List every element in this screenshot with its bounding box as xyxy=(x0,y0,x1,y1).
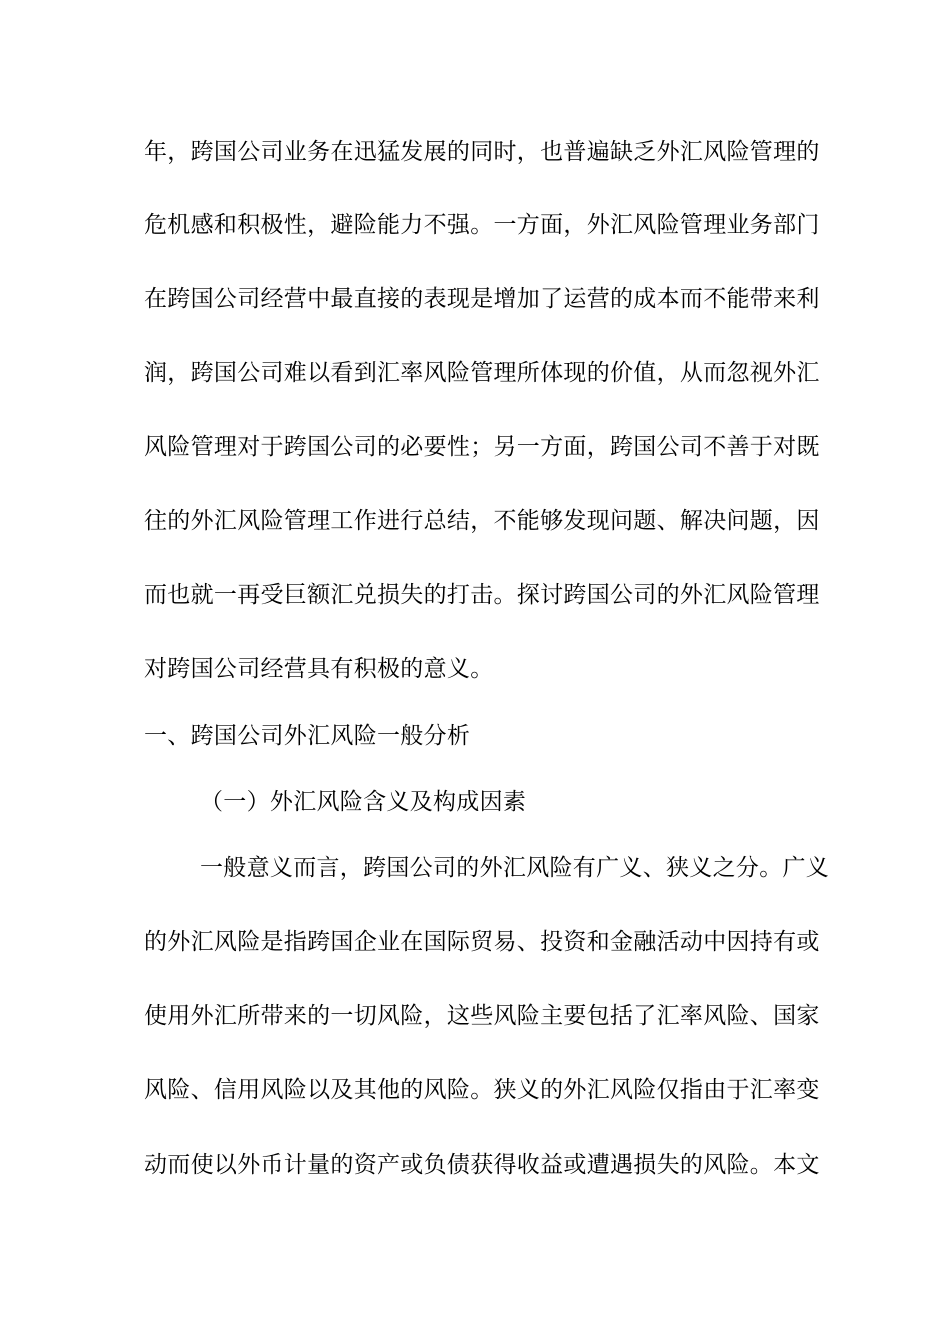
paragraph-line: 而也就一再受巨额汇兑损失的打击。探讨跨国公司的外汇风险管理 xyxy=(144,582,820,608)
paragraph-line: 往的外汇风险管理工作进行总结，不能够发现问题、解决问题，因 xyxy=(144,508,820,534)
paragraph-line: 使用外汇所带来的一切风险，这些风险主要包括了汇率风险、国家 xyxy=(144,1003,820,1029)
paragraph-line: 年，跨国公司业务在迅猛发展的同时，也普遍缺乏外汇风险管理的 xyxy=(144,139,820,165)
paragraph-line: 一般意义而言，跨国公司的外汇风险有广义、狭义之分。广义 xyxy=(200,855,830,881)
paragraph-line: 的外汇风险是指跨国企业在国际贸易、投资和金融活动中因持有或 xyxy=(144,929,820,955)
section-heading: 一、跨国公司外汇风险一般分析 xyxy=(144,723,471,749)
paragraph-line: 风险、信用风险以及其他的风险。狭义的外汇风险仅指由于汇率变 xyxy=(144,1077,820,1103)
paragraph-line: 对跨国公司经营具有积极的意义。 xyxy=(144,656,494,682)
paragraph-line: 润，跨国公司难以看到汇率风险管理所体现的价值，从而忽视外汇 xyxy=(144,360,820,386)
paragraph-line: 在跨国公司经营中最直接的表现是增加了运营的成本而不能带来利 xyxy=(144,286,820,312)
paragraph-line: 动而使以外币计量的资产或负债获得收益或遭遇损失的风险。本文 xyxy=(144,1152,820,1178)
subsection-heading: （一）外汇风险含义及构成因素 xyxy=(200,789,527,815)
paragraph-line: 危机感和积极性，避险能力不强。一方面，外汇风险管理业务部门 xyxy=(144,212,820,238)
paragraph-line: 风险管理对于跨国公司的必要性；另一方面，跨国公司不善于对既 xyxy=(144,434,820,460)
